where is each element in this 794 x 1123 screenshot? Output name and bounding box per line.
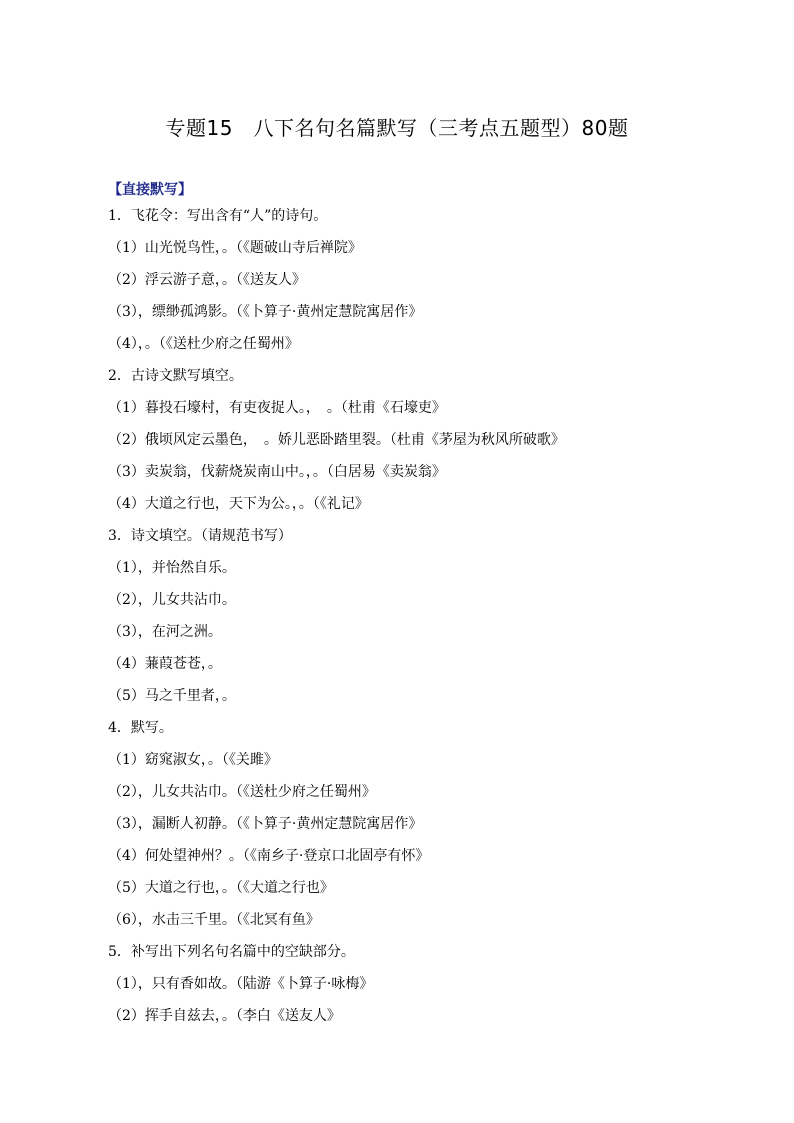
question-1-heading: 1．飞花令：写出含有“人”的诗句。 [108, 208, 328, 224]
question-4-item-6: （6），水击三千里。（《北冥有鱼》 [108, 912, 320, 928]
question-5-heading: 5．补写出下列名句名篇中的空缺部分。 [108, 944, 355, 960]
question-2-item-2: （2）俄顷风定云墨色， 。娇儿恶卧踏里裂。（杜甫《茅屋为秋风所破歌》 [108, 432, 565, 448]
question-3-item-2: （2），儿女共沾巾。 [108, 592, 236, 608]
question-1-item-4: （4），。（《送杜少府之任蜀州》 [108, 336, 299, 352]
question-2-item-3: （3）卖炭翁，伐薪烧炭南山中。，。（白居易《卖炭翁》 [108, 464, 446, 480]
question-3-item-4: （4）蒹葭苍苍，。 [108, 656, 222, 672]
question-1-item-3: （3），缥缈孤鸿影。（《卜算子·黄州定慧院寓居作》 [108, 304, 423, 320]
question-5-item-1: （1），只有香如故。（陆游《卜算子·咏梅》 [108, 976, 374, 992]
question-4-item-2: （2），儿女共沾巾。（《送杜少府之任蜀州》 [108, 784, 376, 800]
question-2-item-4: （4）大道之行也，天下为公。，。（《礼记》 [108, 496, 369, 512]
question-5-item-2: （2）挥手自兹去，。（李白《送友人》 [108, 1008, 341, 1024]
question-4-heading: 4．默写。 [108, 720, 173, 736]
question-3-item-5: （5）马之千里者，。 [108, 688, 236, 704]
page-title: 专题15 八下名句名篇默写（三考点五题型）80题 [165, 116, 629, 140]
question-3-item-1: （1），并怡然自乐。 [108, 560, 236, 576]
question-4-item-1: （1）窈窕淑女，。（《关雎》 [108, 752, 278, 768]
question-3-heading: 3．诗文填空。（请规范书写） [108, 528, 292, 544]
question-2-item-1: （1）暮投石壕村，有吏夜捉人。， 。（杜甫《石壕吏》 [108, 400, 446, 416]
question-1-item-1: （1）山光悦鸟性，。（《题破山寺后禅院》 [108, 240, 362, 256]
question-4-item-5: （5）大道之行也，。（《大道之行也》 [108, 880, 334, 896]
question-1-item-2: （2）浮云游子意，。（《送友人》 [108, 272, 306, 288]
question-list [108, 204, 728, 1036]
question-2-heading: 2．古诗文默写填空。 [108, 368, 243, 384]
question-4-item-3: （3），漏断人初静。（《卜算子·黄州定慧院寓居作》 [108, 816, 423, 832]
question-3-item-3: （3），在河之洲。 [108, 624, 222, 640]
question-4-item-4: （4）何处望神州？。（《南乡子·登京口北固亭有怀》 [108, 848, 430, 864]
section-tag: 【直接默写】 [108, 182, 192, 198]
